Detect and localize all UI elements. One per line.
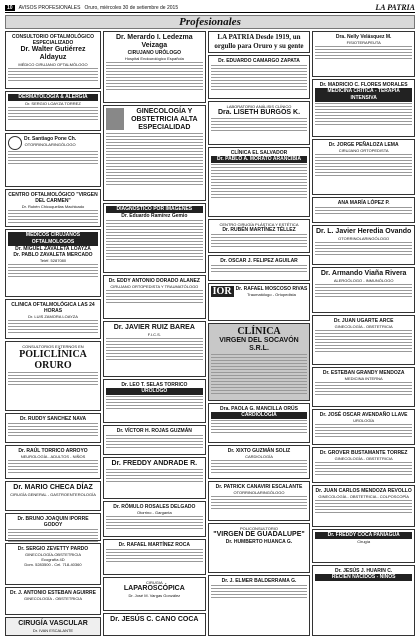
ad-cano bbox=[103, 613, 206, 636]
doctor-photo bbox=[106, 108, 124, 130]
ad-centro-cirugia-plastica bbox=[208, 219, 311, 253]
ad-ior bbox=[208, 283, 311, 321]
ad-body-text bbox=[106, 435, 203, 449]
ad-rojas bbox=[103, 425, 206, 455]
ad-name: Dr. RAÚL TORRICO ARROYO bbox=[18, 448, 88, 454]
ad-name: Dr. GROVER BUSTAMANTE TORREZ bbox=[319, 450, 408, 456]
ad-ugarte bbox=[312, 315, 415, 365]
ad-name: Dr. JUAN CARLOS MENDOZA REVOLLO bbox=[315, 488, 412, 494]
ad-name: Dr. MARIO CHECA DÍAZ bbox=[13, 484, 93, 491]
ad-name: Dr. BRUNO JOAQUIN IPORRE GODOY bbox=[17, 516, 89, 528]
ad-sub: Ecografía 4D bbox=[41, 557, 65, 562]
ad-title: LABORATORIO ANÁLISIS CLÍNICO bbox=[226, 104, 292, 109]
ad-body-text bbox=[8, 210, 98, 224]
issue-date: Oruro, miércoles 30 de setiembre de 2015 bbox=[84, 4, 179, 11]
ad-role: CIRUJANO URÓLOGO bbox=[127, 50, 181, 56]
ad-huarin bbox=[312, 565, 415, 636]
ad-otorrino bbox=[5, 133, 101, 187]
ad-role: CARDIOLOGÍA bbox=[211, 412, 308, 419]
ad-title: CONSULTORIO OFTALMOLÓGICO ESPECIALIZADO bbox=[12, 34, 94, 46]
ad-estrada bbox=[5, 587, 101, 615]
ad-sanchez bbox=[5, 413, 101, 443]
ad-consultorio-oftalmologico bbox=[5, 31, 101, 89]
ad-title: GINECOLOGÍA Y OBSTETRICIA ALTA ESPECIALIDAD bbox=[131, 108, 198, 131]
ad-centro-oftalmologico bbox=[5, 189, 101, 227]
ad-role: ALERGÓLOGO - INMUNÓLOGO bbox=[333, 278, 394, 283]
ad-name: Dr. IVAN ESCALANTE bbox=[32, 628, 74, 633]
ad-guadalupe bbox=[208, 523, 311, 573]
ad-name: Dr. JESÚS C. CANO COCA bbox=[110, 616, 199, 623]
section-title: Profesionales bbox=[5, 15, 415, 29]
ad-name: ANA MARÍA LÓPEZ P. bbox=[337, 200, 390, 206]
column-1 bbox=[5, 31, 101, 636]
ad-name-1: Dr. MIGUEL ZAVALETA LOAYZA bbox=[15, 246, 91, 252]
ad-body-text bbox=[315, 46, 412, 60]
ad-body-text bbox=[8, 107, 98, 121]
ad-title: CENTRO CIRUGÍA PLÁSTICA Y ESTÉTICA bbox=[219, 222, 299, 227]
ad-name: Dr. RUDDY SANCHEZ NAVA bbox=[19, 416, 87, 422]
ad-name: Dr. MADRICIO C. FLORES MORALES bbox=[319, 82, 408, 88]
ad-name: Dr. EDDY ANTONIO DORADO ALANEZ bbox=[108, 278, 200, 284]
ad-body-text bbox=[315, 382, 412, 396]
ad-role: FISIOTERAPEUTA bbox=[346, 40, 381, 45]
ad-clinica-oftalmologica bbox=[5, 299, 101, 339]
ad-name: Dr. SERGIO LOAYZA TORREZ bbox=[25, 101, 81, 106]
ad-role: GINECOLOGÍA - OBSTETRICIA bbox=[334, 456, 393, 461]
ad-name: Dr. RÓMULO ROSALES DELGADO bbox=[113, 504, 196, 510]
ad-title: MEDICOS CIRUJANOS OFTALMOLOGOS bbox=[8, 232, 98, 246]
ad-viana bbox=[312, 267, 415, 313]
ad-body-text bbox=[315, 103, 412, 127]
ad-body-text bbox=[211, 118, 308, 132]
ad-fisioterapia bbox=[312, 31, 415, 77]
ad-role: CARDIOLOGÍA bbox=[245, 454, 273, 459]
ad-body-text bbox=[315, 462, 412, 476]
ad-ginecologia bbox=[103, 105, 206, 201]
ad-zegarra bbox=[5, 543, 101, 585]
page-header bbox=[5, 3, 415, 13]
ad-velasco bbox=[103, 31, 206, 103]
ad-balderrama bbox=[208, 575, 311, 636]
ad-name: Dr. VÍCTOR H. ROJAS GUZMÁN bbox=[116, 428, 192, 434]
ad-lopez bbox=[312, 197, 415, 223]
ad-title-3: ORURO bbox=[34, 360, 72, 371]
ad-name: Dr. OSCAR J. FELIPEZ AGUILAR bbox=[220, 258, 298, 264]
ad-body-text bbox=[8, 372, 98, 386]
ad-name: Dr. Armando Viaña Rivera bbox=[320, 270, 407, 277]
ad-name: Dr. EDUARDO CAMARGO ZAPATA bbox=[218, 58, 300, 64]
ad-name: Dr. José M. Vargas González bbox=[128, 593, 181, 598]
ad-name: Dr. RAFAEL MARTÍNEZ ROCA bbox=[118, 542, 190, 548]
column-3 bbox=[208, 31, 311, 636]
page-number: 10 bbox=[7, 4, 13, 11]
ad-title: CLÍNICA EL SALVADOR bbox=[230, 150, 288, 156]
ad-role: GINECOLOGÍA-OBSTETRICIA bbox=[24, 552, 81, 557]
ad-body-text bbox=[211, 65, 308, 91]
ad-role: MEDICINA CRÍTICA - TERAPIA INTENSIVA bbox=[315, 88, 412, 102]
ad-rosales bbox=[103, 501, 206, 537]
ad-role: NEUROLOGÍA - ADULTOS - NIÑOS bbox=[20, 454, 86, 459]
column-2 bbox=[103, 31, 206, 636]
ad-body-text bbox=[106, 338, 203, 362]
ad-name: Dra. PAOLA G. MANCILLA ORÚS bbox=[220, 406, 298, 412]
ad-body-text bbox=[106, 396, 203, 410]
ad-role: Traumatólogo - Ortopedista bbox=[247, 292, 296, 297]
ad-mancilla bbox=[208, 403, 311, 443]
ad-role: GINECOLOGÍA - OBSTETRICIA - COLPOSCOPÍA bbox=[318, 494, 409, 499]
ad-policlinica bbox=[5, 341, 101, 411]
ad-name: Dr. SERGIO ZEVETTY PARDO bbox=[17, 546, 89, 552]
ad-role: F.I.C.S. bbox=[147, 332, 161, 337]
ad-clinica-virgen-socavon bbox=[208, 323, 311, 401]
ad-zapata bbox=[5, 513, 101, 541]
ad-grandy bbox=[312, 367, 415, 407]
ad-title: CLINICA OFTALMOLÓGICA LAS 24 HORAS bbox=[11, 302, 95, 314]
ad-body-text bbox=[8, 460, 98, 474]
ad-body-text bbox=[106, 549, 203, 563]
ad-felipez bbox=[208, 255, 311, 281]
ad-name: Dr. J. ELMER BALDERRAMA G. bbox=[221, 578, 297, 584]
ad-role: Otorrino - Garganta bbox=[136, 510, 172, 515]
ad-title-2: VIRGEN DEL SOCAVÓN S.R.L. bbox=[219, 337, 299, 352]
ad-body-text bbox=[106, 469, 203, 483]
ad-role: RECIEN NACIDOS - NIÑOS bbox=[315, 574, 412, 581]
ad-name: Dr. PABLO A. MORATÓ ARANCIBIA bbox=[211, 156, 308, 163]
ad-body-text bbox=[211, 234, 308, 248]
ad-title: CIRUGÍA VASCULAR bbox=[18, 620, 88, 627]
ad-name-2: Dr. PABLO ZAVALETA MERCADO bbox=[13, 252, 93, 258]
ad-guzman bbox=[208, 445, 311, 479]
ad-role: OTORRINOLARINGÓLOGO bbox=[233, 490, 285, 495]
ad-morales bbox=[312, 79, 415, 137]
ad-name: Dr. Merardo I. Ledezma Veizaga bbox=[116, 34, 193, 49]
ad-role: OTORRINOLARINGÓLOGO bbox=[24, 142, 76, 147]
ad-name: Dr. JOSÉ OSCAR AVENDAÑO LLAVE bbox=[319, 412, 408, 418]
ad-body-text bbox=[8, 151, 98, 165]
ad-body-text bbox=[315, 154, 412, 178]
ad-martinez bbox=[103, 539, 206, 575]
ad-body-text bbox=[8, 68, 98, 82]
ad-title-1: CIRUGIA bbox=[145, 580, 163, 585]
ad-body-text bbox=[211, 420, 308, 434]
ad-vascular bbox=[5, 617, 101, 636]
ad-role: GINECOLOGÍA - OBSTETRICIA bbox=[23, 596, 82, 601]
ad-name: Dr. RAFAEL MOSCOSO RIVAS bbox=[235, 286, 308, 292]
ad-role: UROLOGÍA bbox=[353, 418, 375, 423]
ad-body-text bbox=[106, 290, 203, 304]
ad-body-text bbox=[8, 423, 98, 437]
ad-urologo bbox=[103, 379, 206, 423]
ad-name: Dr. XIXTO GUZMÁN SOLIZ bbox=[227, 448, 291, 454]
ad-name: Dr. ESTEBAN GRANDY MENDOZA bbox=[322, 370, 405, 376]
ad-name: Dr. Walter Gutiérrez Aldayuz bbox=[20, 46, 86, 61]
ad-name: Dr. LEO T. SELAS TORRICO bbox=[121, 382, 188, 388]
ad-checa bbox=[5, 481, 101, 511]
ad-paniagua bbox=[312, 529, 415, 563]
ad-name: Dr. L. Javier Heredia Ovando bbox=[315, 228, 412, 235]
ad-name: Dr. Rubén Chicuquellas Machicado bbox=[21, 204, 85, 209]
ad-name: Dr. J. ANTONIO ESTEBAN AGUIRRE bbox=[10, 590, 96, 596]
ad-andrade bbox=[103, 457, 206, 499]
ad-laparoscopica bbox=[103, 577, 206, 611]
ad-title: DERMATOLOGÍA & ALERGIA bbox=[8, 94, 98, 101]
ad-penaloza bbox=[312, 139, 415, 195]
ad-name: Dr. RUBÉN MARTÍNEZ TÉLLEZ bbox=[222, 227, 296, 233]
ad-title: CENTRO OFTALMOLÓGICO "VIRGEN DEL CARMEN" bbox=[8, 192, 98, 204]
ad-clinica-salvador bbox=[208, 147, 311, 217]
ad-canaviri bbox=[208, 481, 311, 521]
ad-role: CIRUGÍA GENERAL - GASTROENTEROLOGÍA bbox=[10, 492, 96, 497]
ad-name: Dr. JUAN UGARTE ARCE bbox=[333, 318, 394, 324]
ad-body-text bbox=[211, 164, 308, 200]
ad-role: Cirugía bbox=[357, 539, 371, 544]
ad-body-text bbox=[315, 330, 412, 352]
ad-mendoza bbox=[312, 485, 415, 527]
ad-phone: Teléf. 5287080 bbox=[39, 258, 67, 263]
ad-name: Dr. Eduardo Ramírez Gemio bbox=[121, 213, 188, 219]
ad-body-text bbox=[8, 529, 98, 543]
ad-title-1: CONSULTORIOS EXTERNOS EN bbox=[22, 344, 84, 349]
ad-camargo bbox=[208, 55, 311, 99]
ad-sub: Hospital Endourológico Española bbox=[124, 56, 184, 61]
ad-title-2: POLICLÍNICA bbox=[19, 349, 87, 360]
ad-role: CIRUJANO ORTOPEDISTA Y TRAUMATÓLOGO bbox=[110, 284, 199, 289]
ad-name: Dra. LISETH BURGOS K. bbox=[217, 109, 301, 116]
ad-body-text bbox=[8, 264, 98, 278]
ad-role: OTORRINOLARINGÓLOGO bbox=[338, 236, 390, 241]
la-patria-slogan: LA PATRIA Desde 1919, un orgullo para Oruro y su gente bbox=[208, 31, 311, 53]
ad-title-1: POLICONSULTORIO bbox=[239, 526, 279, 531]
ad-name: Dr. JORGE PEÑALOZA LEMA bbox=[328, 142, 399, 148]
ad-name: Dr. JESÚS J. HUARIN C. bbox=[335, 568, 393, 574]
brand-logo: LA PATRIA bbox=[375, 3, 415, 12]
ad-body-text bbox=[211, 265, 308, 273]
ad-name: Dr. Santiago Pone Ch. bbox=[24, 136, 77, 142]
ad-role: CIRUJANO ORTOPEDISTA bbox=[338, 148, 389, 153]
ad-title-2: LAPAROSCÓPICA bbox=[123, 585, 185, 592]
ad-title: DIAGNÓSTICO POR IMÁGENES bbox=[106, 206, 203, 213]
ad-phone: Dom. 5283500 - Cel. 718-40360 bbox=[24, 562, 82, 567]
column-4 bbox=[312, 31, 415, 636]
ad-title-2: "VIRGEN DE GUADALUPE" bbox=[213, 531, 305, 538]
ad-name: Dra. Nelly Velásquez M. bbox=[335, 34, 392, 40]
ad-ruiz bbox=[103, 321, 206, 377]
ad-heredia bbox=[312, 225, 415, 265]
ad-name: Dr. FREDDY COCA PANIAGUA bbox=[315, 532, 412, 539]
section-label: AVISOS PROFESIONALES bbox=[18, 4, 81, 11]
ad-body-text bbox=[315, 207, 412, 215]
ad-body-text bbox=[211, 460, 308, 474]
ad-medicos-cirujanos bbox=[5, 229, 101, 297]
ad-body-text bbox=[315, 242, 412, 256]
orl-logo-icon bbox=[8, 136, 22, 150]
ad-laboratorio bbox=[208, 101, 311, 145]
ad-name: Dr. JAVIER RUIZ BAREA bbox=[113, 324, 195, 331]
ad-diagnostico bbox=[103, 203, 206, 273]
ad-body-text bbox=[211, 585, 308, 599]
ad-body-text bbox=[315, 500, 412, 514]
ad-role: URÓLOGO bbox=[106, 388, 203, 395]
ad-bustamante bbox=[312, 447, 415, 483]
ad-body-text bbox=[8, 320, 98, 334]
ad-name: Dr. PATRICK CANAVIRI ESCALANTE bbox=[215, 484, 303, 490]
ad-body-text bbox=[106, 516, 203, 530]
ad-avendano bbox=[312, 409, 415, 445]
ad-body-text bbox=[106, 133, 203, 187]
ad-name: Dr. HUMBERTO HUANCA G. bbox=[225, 539, 293, 545]
ad-role: GINECOLOGÍA - OBSTETRICIA bbox=[334, 324, 393, 329]
ad-name: Dr. LUIS ZAMORA LOAYZA bbox=[28, 314, 78, 319]
ad-body-text bbox=[315, 424, 412, 438]
ior-logo: IOR bbox=[212, 286, 232, 297]
ad-role: MÉDICO CIRUJANO OFTALMÓLOGO bbox=[18, 62, 88, 67]
ad-body-text bbox=[106, 62, 203, 92]
ad-dermatologia bbox=[5, 91, 101, 131]
ad-title-1: CLÍNICA bbox=[237, 326, 281, 337]
ad-dorado bbox=[103, 275, 206, 319]
ad-torrico bbox=[5, 445, 101, 479]
ad-role: MEDICINA INTERNA bbox=[344, 376, 383, 381]
ad-body-text bbox=[211, 354, 308, 394]
ad-body-text bbox=[106, 220, 203, 260]
ad-body-text bbox=[315, 284, 412, 298]
ad-body-text bbox=[211, 496, 308, 510]
ad-name: Dr. FREDDY ANDRADE R. bbox=[111, 460, 198, 467]
